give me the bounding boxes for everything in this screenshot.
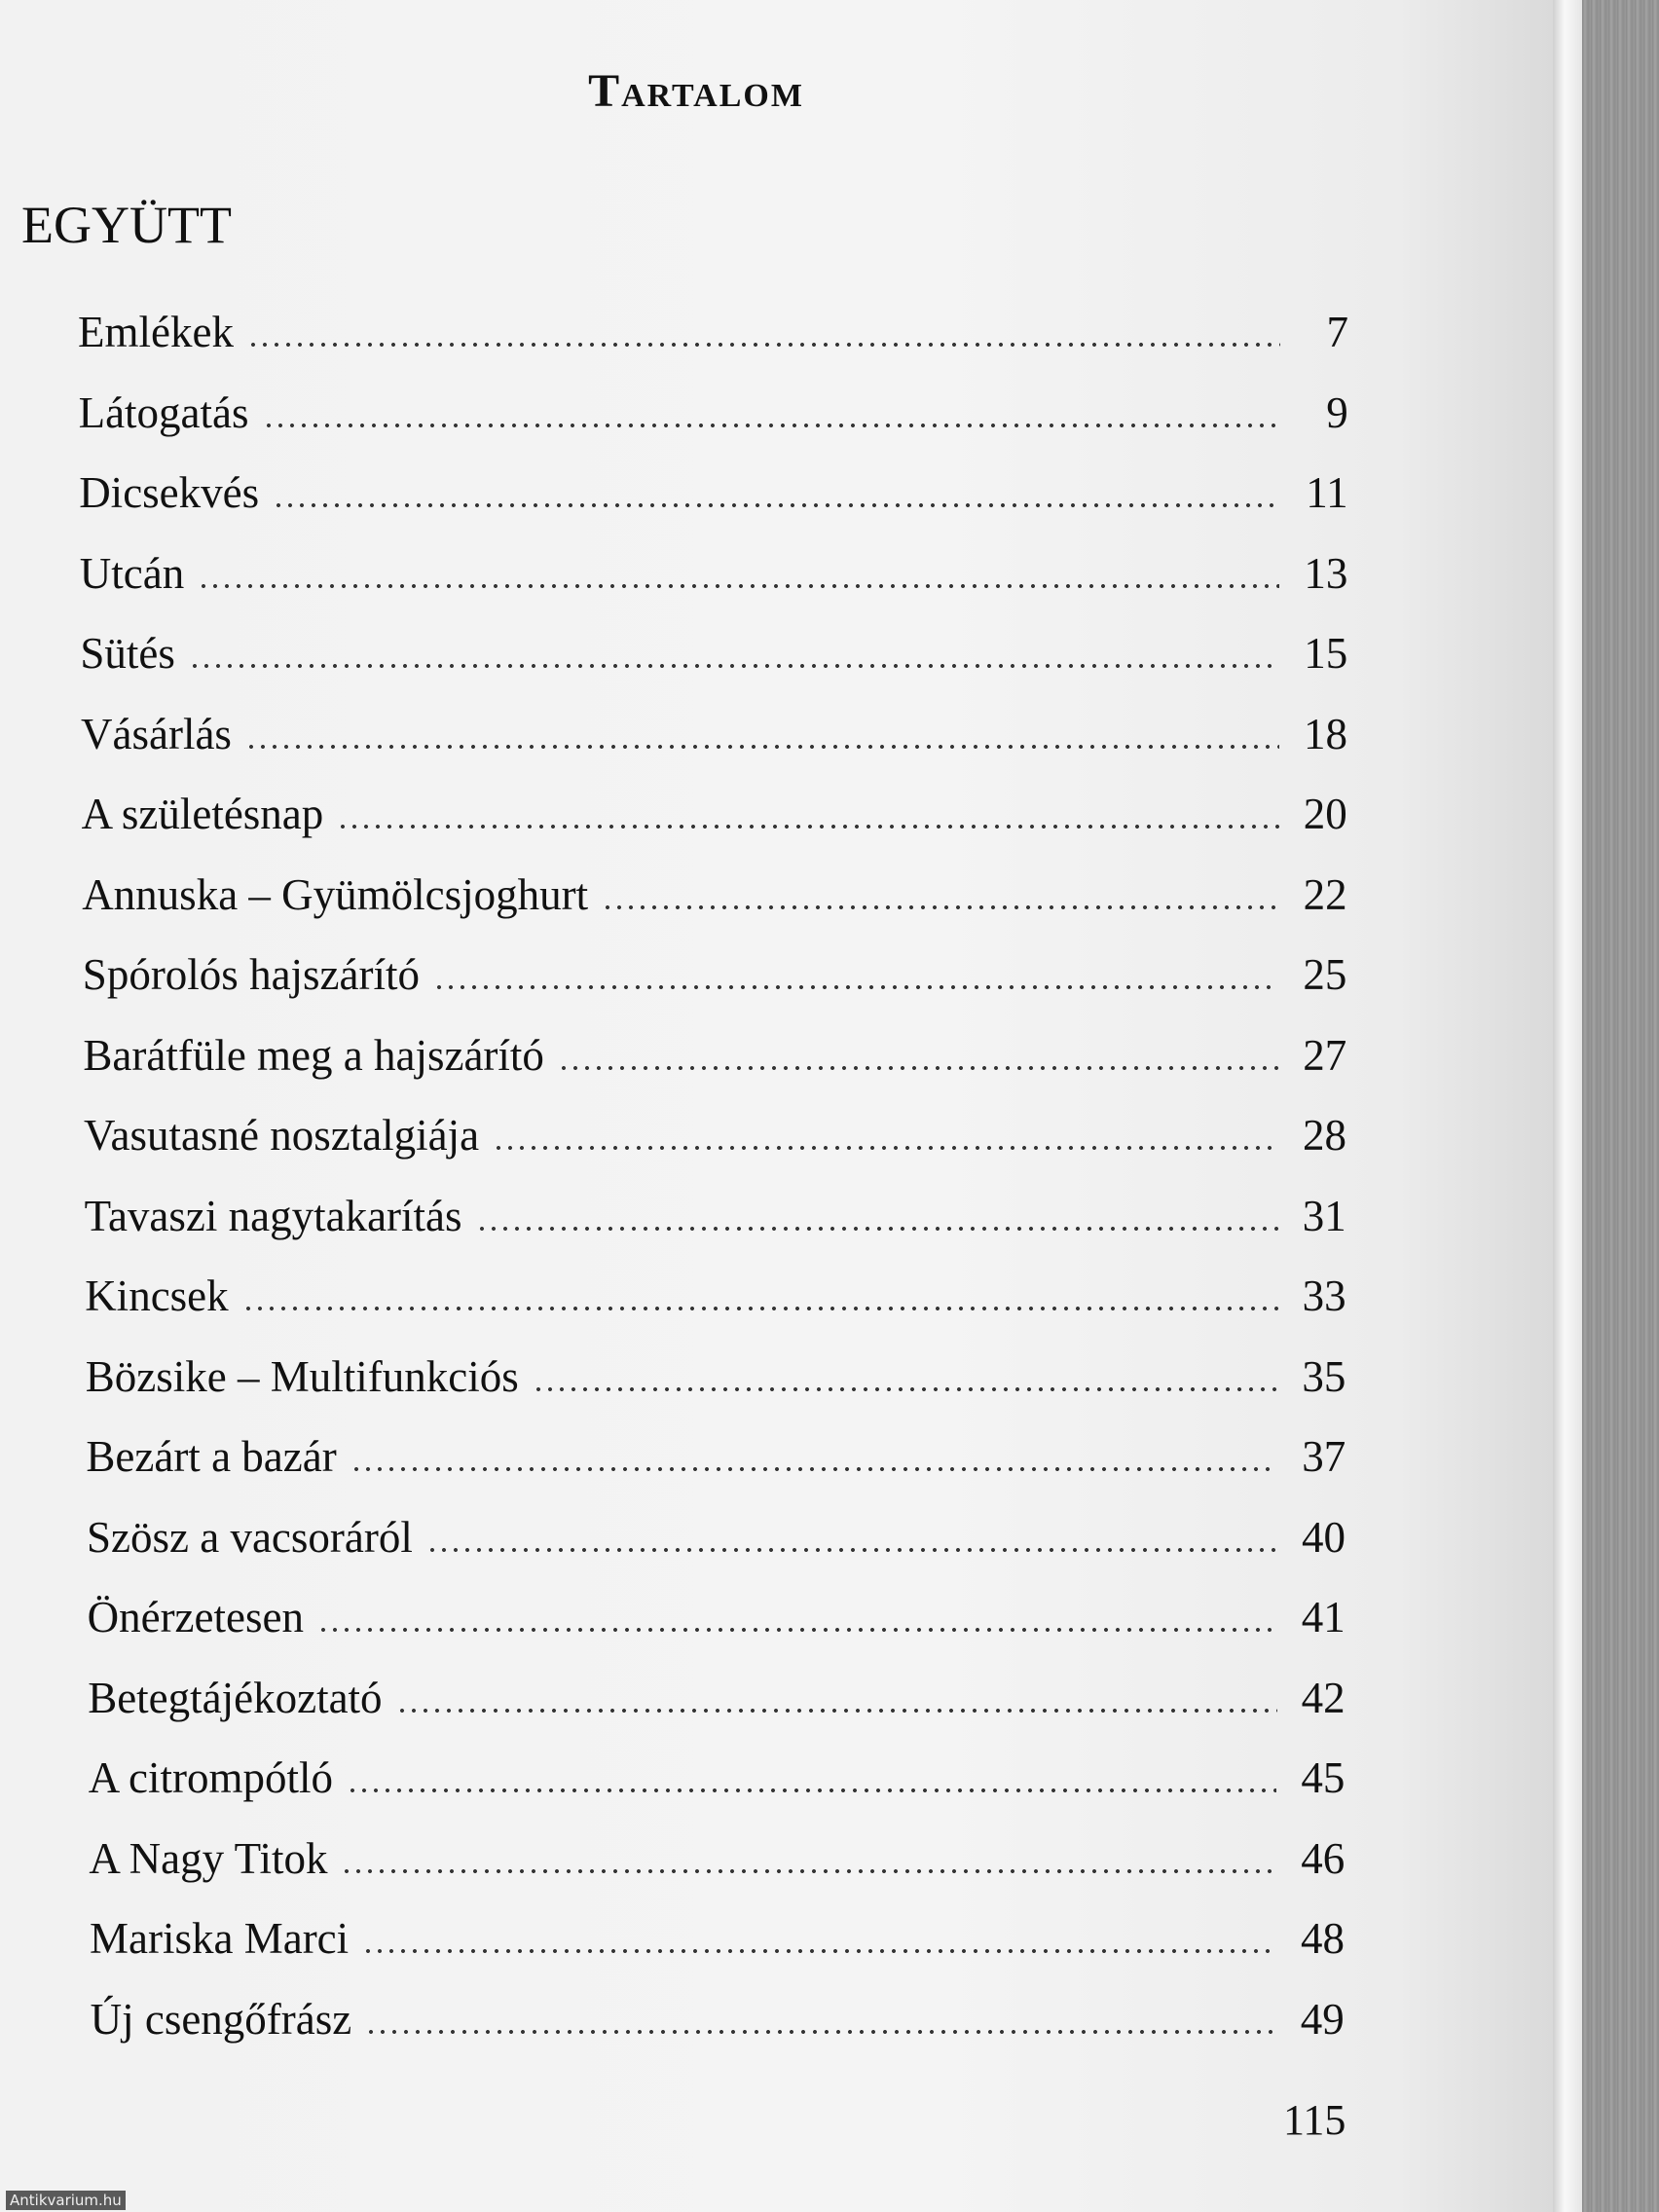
toc-entry (86, 1337, 1346, 1399)
toc-leader-dots (189, 660, 1279, 672)
toc-entry-page: 42 (1301, 1673, 1346, 1722)
toc-entry (84, 1095, 1346, 1158)
toc-entry-title: Bözsike – Multifunkciós (85, 1351, 519, 1401)
toc-leader-dots (245, 741, 1279, 753)
toc-entry-page: 49 (1300, 1994, 1345, 2044)
toc-leader-dots (347, 1785, 1276, 1796)
toc-entry-title: Spórolós hajszárító (82, 950, 420, 999)
page-edge (1553, 0, 1582, 2212)
toc-entry-page: 37 (1302, 1432, 1346, 1481)
toc-entry-title: A citrompótló (88, 1753, 334, 1802)
toc-entry (83, 1015, 1346, 1078)
toc-entry-title: Utcán (79, 548, 185, 598)
toc-entry-title: Barátfüle meg a hajszárító (83, 1030, 544, 1080)
toc-entry-page: 13 (1304, 548, 1348, 598)
toc-entry-title: A Nagy Titok (89, 1833, 328, 1883)
toc-leader-dots (476, 1223, 1278, 1235)
toc-entry (86, 1417, 1346, 1479)
toc-entry-page: 9 (1326, 387, 1348, 437)
toc-entry-title: Vasutasné nosztalgiája (84, 1111, 480, 1160)
toc-leader-dots (493, 1142, 1278, 1154)
toc-entry-page: 45 (1301, 1753, 1346, 1802)
toc-entry (81, 694, 1347, 756)
toc-leader-dots (263, 420, 1280, 431)
toc-leader-dots (341, 1865, 1276, 1877)
toc-entry-page: 18 (1304, 709, 1347, 758)
toc-entry (85, 1176, 1346, 1238)
toc-entry-page: 11 (1306, 468, 1348, 517)
toc-entry (88, 1577, 1346, 1640)
toc-entry-page: 20 (1303, 790, 1347, 838)
toc-leader-dots (317, 1624, 1277, 1636)
toc-entry-page: 48 (1301, 1914, 1345, 1963)
toc-entry (90, 1899, 1345, 1961)
toc-entry-page: 31 (1302, 1191, 1346, 1240)
toc-entry-page: 46 (1301, 1833, 1346, 1883)
toc-entry-title: Annuska – Gyümölcsjoghurt (82, 869, 589, 919)
toc-entry-page: 7 (1326, 308, 1348, 356)
toc-entry-page: 22 (1303, 869, 1347, 919)
toc-entry-title: Tavaszi nagytakarítás (84, 1191, 462, 1240)
toc-entry (87, 1497, 1346, 1560)
toc-entry (80, 534, 1348, 596)
watermark: Antikvarium.hu (6, 2191, 126, 2210)
backdrop (1582, 0, 1659, 2212)
toc-entry-page: 33 (1302, 1272, 1346, 1320)
toc-entry (80, 613, 1347, 676)
toc-leader-dots (602, 902, 1278, 913)
toc-leader-dots (426, 1544, 1277, 1556)
toc-leader-dots (433, 981, 1278, 993)
toc-entry-page: 28 (1303, 1111, 1346, 1160)
toc-entry-title: A születésnap (81, 790, 324, 838)
toc-entry (88, 1658, 1345, 1720)
toc-entry-page: 25 (1303, 950, 1347, 999)
toc-entry (82, 774, 1347, 836)
toc-entry-page: 35 (1302, 1351, 1346, 1401)
toc-entry (89, 1819, 1345, 1881)
toc-leader-dots (198, 580, 1279, 592)
toc-leader-dots (362, 1945, 1276, 1957)
toc-entry-page: 15 (1304, 629, 1348, 678)
toc-entry-title: Bezárt a bazár (86, 1432, 337, 1481)
toc-heading: Tartalom (588, 65, 804, 117)
toc-leader-dots (337, 821, 1279, 832)
toc-entry-title: Kincsek (85, 1272, 229, 1320)
toc-entry-page: 40 (1302, 1512, 1346, 1562)
toc-entry-title: Emlékek (78, 308, 234, 356)
toc-leader-dots (533, 1383, 1278, 1395)
toc-entry (82, 855, 1346, 917)
toc-leader-dots (247, 339, 1280, 350)
toc-leader-dots (350, 1463, 1277, 1475)
toc-entry-title: Sütés (80, 629, 175, 678)
toc-entry (79, 453, 1347, 515)
toc-entry-title: Betegtájékoztató (88, 1673, 383, 1722)
toc-entry (91, 1979, 1345, 2042)
toc-entry-title: Vásárlás (81, 709, 232, 758)
toc-entry (89, 1738, 1346, 1800)
page-number: 115 (1283, 2096, 1346, 2144)
toc-entry-title: Mariska Marci (90, 1914, 350, 1963)
toc-leader-dots (396, 1705, 1277, 1716)
toc-entry-title: Önérzetesen (87, 1593, 304, 1641)
toc-entry-title: Új csengőfrász (90, 1994, 352, 2044)
toc-entry (78, 292, 1348, 354)
toc-entry (85, 1256, 1346, 1318)
toc-entry (83, 935, 1347, 997)
toc-entry (79, 373, 1348, 435)
toc-leader-dots (365, 2026, 1276, 2038)
toc-entry-title: Szösz a vacsoráról (87, 1512, 413, 1562)
toc-entry-page: 41 (1301, 1593, 1346, 1641)
toc-entry-title: Dicsekvés (79, 468, 260, 517)
toc-entry-page: 27 (1303, 1030, 1347, 1080)
toc-leader-dots (558, 1062, 1278, 1074)
toc-leader-dots (242, 1303, 1278, 1314)
section-title: EGYÜTT (21, 196, 232, 254)
toc-entry-title: Látogatás (78, 387, 249, 437)
toc-leader-dots (273, 499, 1279, 511)
